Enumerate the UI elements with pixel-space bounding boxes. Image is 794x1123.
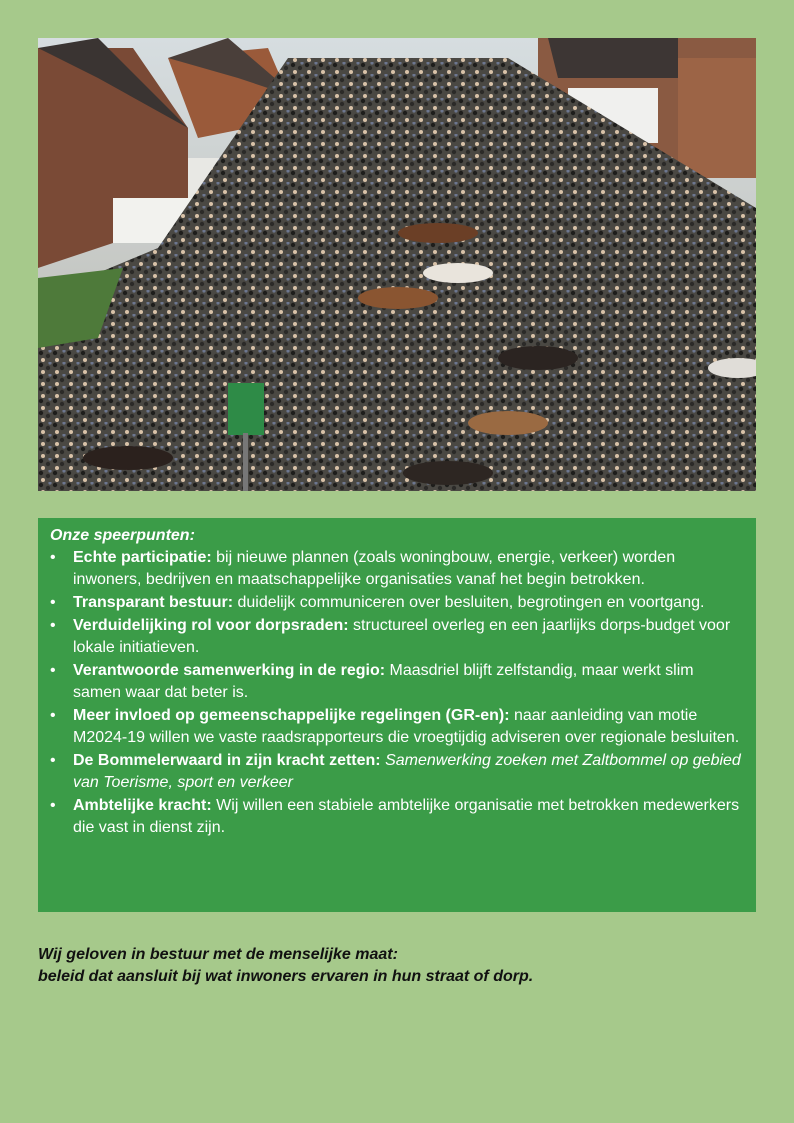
item-text: naar aanleiding van motie M2024-19 willen we vaste raadsrapporteurs die vroegtijdig adviseren over regionale besluiten. [73, 707, 740, 746]
item-label: Echte participatie: [73, 549, 212, 566]
item-label: Ambtelijke kracht: [73, 797, 212, 814]
item-label: Verantwoorde samenwerking in de regio: [73, 662, 386, 679]
priorities-heading: Onze speerpunten: [50, 527, 195, 544]
list-item [50, 547, 744, 591]
horse-market-photo [38, 38, 756, 491]
item-text: structureel overleg en een jaarlijks dorps-budget voor lokale initiatieven. [73, 617, 731, 656]
bullet-icon: • [50, 707, 56, 724]
item-label: Verduidelijking rol voor dorpsraden: [73, 617, 349, 634]
priorities-list [50, 547, 744, 839]
list-item [50, 615, 744, 659]
list-item [50, 660, 744, 704]
item-text: duidelijk communiceren over besluiten, begrotingen en voortgang. [233, 594, 705, 611]
closing-line-1: Wij geloven in bestuur met de menselijke maat: [38, 946, 398, 963]
bullet-icon: • [50, 549, 56, 566]
bullet-icon: • [50, 752, 56, 769]
item-label: De Bommelerwaard in zijn kracht zetten: [73, 752, 381, 769]
list-item [50, 795, 744, 839]
item-text: Maasdriel blijft zelfstandig, maar werkt slim samen waar dat beter is. [73, 662, 694, 701]
item-text: bij nieuwe plannen (zoals woningbouw, energie, verkeer) worden inwoners, bedrijven en maatschappelijke organisaties vanaf het begin betrokken. [73, 549, 676, 588]
horse-market-crowd-photo [38, 38, 756, 491]
list-item [50, 705, 744, 749]
closing-statement [38, 944, 756, 988]
list-item [50, 750, 744, 794]
bullet-icon: • [50, 662, 56, 679]
item-text: Wij willen een stabiele ambtelijke organisatie met betrokken medewerkers die vast in dienst zijn. [73, 797, 740, 836]
item-text: Samenwerking zoeken met Zaltbommel op gebied van Toerisme, sport en verkeer [73, 752, 741, 791]
bullet-icon: • [50, 594, 56, 611]
list-item [50, 592, 744, 614]
priorities-box [38, 518, 756, 912]
item-label: Transparant bestuur: [73, 594, 234, 611]
item-label: Meer invloed op gemeenschappelijke regelingen (GR-en): [73, 707, 510, 724]
bullet-icon: • [50, 617, 56, 634]
closing-line-2: beleid dat aansluit bij wat inwoners ervaren in hun straat of dorp. [38, 968, 534, 985]
bullet-icon: • [50, 797, 56, 814]
